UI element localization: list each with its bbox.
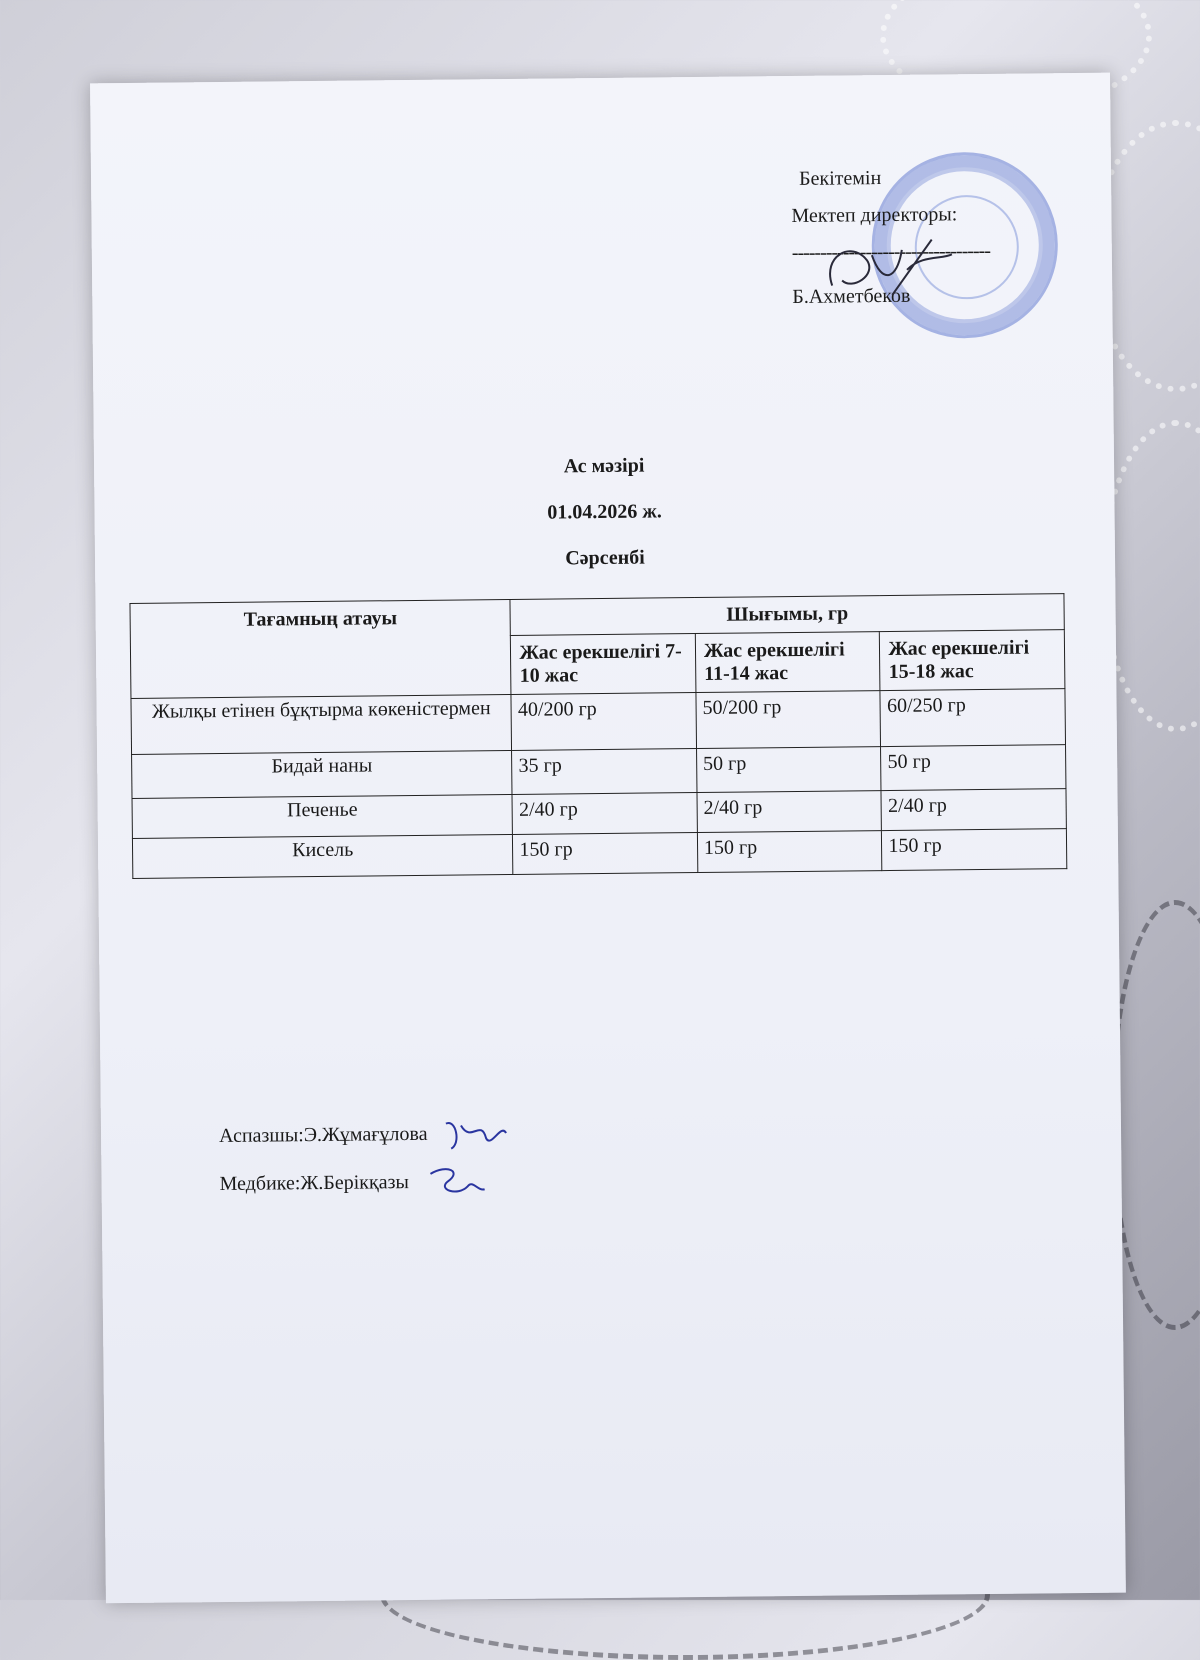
portion-value: 2/40 гр xyxy=(881,789,1066,831)
column-header-output: Шығымы, гр xyxy=(510,594,1064,636)
menu-weekday: Сәрсенбі xyxy=(565,546,645,570)
age-group-header: Жас ерекшелігі 15-18 жас xyxy=(880,630,1065,691)
cook-name: Аспазшы:Э.Жұмағұлова xyxy=(218,1122,428,1147)
portion-value: 40/200 гр xyxy=(511,693,696,751)
portion-value: 2/40 гр xyxy=(697,791,882,833)
document-sheet xyxy=(90,73,1126,1604)
menu-table xyxy=(129,593,1067,879)
table-row xyxy=(131,689,1066,755)
dish-name: Бидай наны xyxy=(132,750,513,798)
portion-value: 60/250 гр xyxy=(880,689,1065,747)
portion-value: 35 гр xyxy=(512,749,697,795)
menu-date: 01.04.2026 ж. xyxy=(547,500,662,524)
table-row xyxy=(132,829,1066,879)
portion-value: 50 гр xyxy=(881,745,1066,791)
age-group-header: Жас ерекшелігі 11-14 жас xyxy=(695,632,880,693)
nurse-signature-row xyxy=(219,1157,512,1208)
director-signature xyxy=(812,234,963,306)
cook-signature-row xyxy=(219,1109,512,1160)
menu-title: Ас мәзірі xyxy=(563,454,645,478)
age-group-header: Жас ерекшелігі 7-10 жас xyxy=(511,634,696,695)
column-header-name: Тағамның атауы xyxy=(130,599,511,698)
nurse-name: Медбике:Ж.Берікқазы xyxy=(219,1170,409,1195)
portion-value: 150 гр xyxy=(697,831,882,873)
approval-title: Бекітемін xyxy=(798,167,882,190)
portion-value: 150 гр xyxy=(513,833,698,875)
lace-decoration xyxy=(1110,900,1200,1330)
document-titles xyxy=(94,438,1115,587)
signature-line: ----------------------------------- xyxy=(791,239,991,265)
portion-value: 50 гр xyxy=(696,747,881,793)
dish-name: Кисель xyxy=(132,834,513,878)
dish-name: Жылқы етінен бұқтырма көкеністермен xyxy=(131,694,512,754)
signatures-block xyxy=(219,1109,512,1208)
cook-signature xyxy=(441,1113,511,1154)
nurse-signature xyxy=(423,1161,493,1202)
portion-value: 2/40 гр xyxy=(512,793,697,835)
approval-position: Мектеп директоры: xyxy=(791,203,958,228)
portion-value: 150 гр xyxy=(882,829,1067,871)
approval-name: Б.Ахметбеков xyxy=(792,284,911,308)
portion-value: 50/200 гр xyxy=(696,691,881,749)
dish-name: Печенье xyxy=(132,794,513,838)
